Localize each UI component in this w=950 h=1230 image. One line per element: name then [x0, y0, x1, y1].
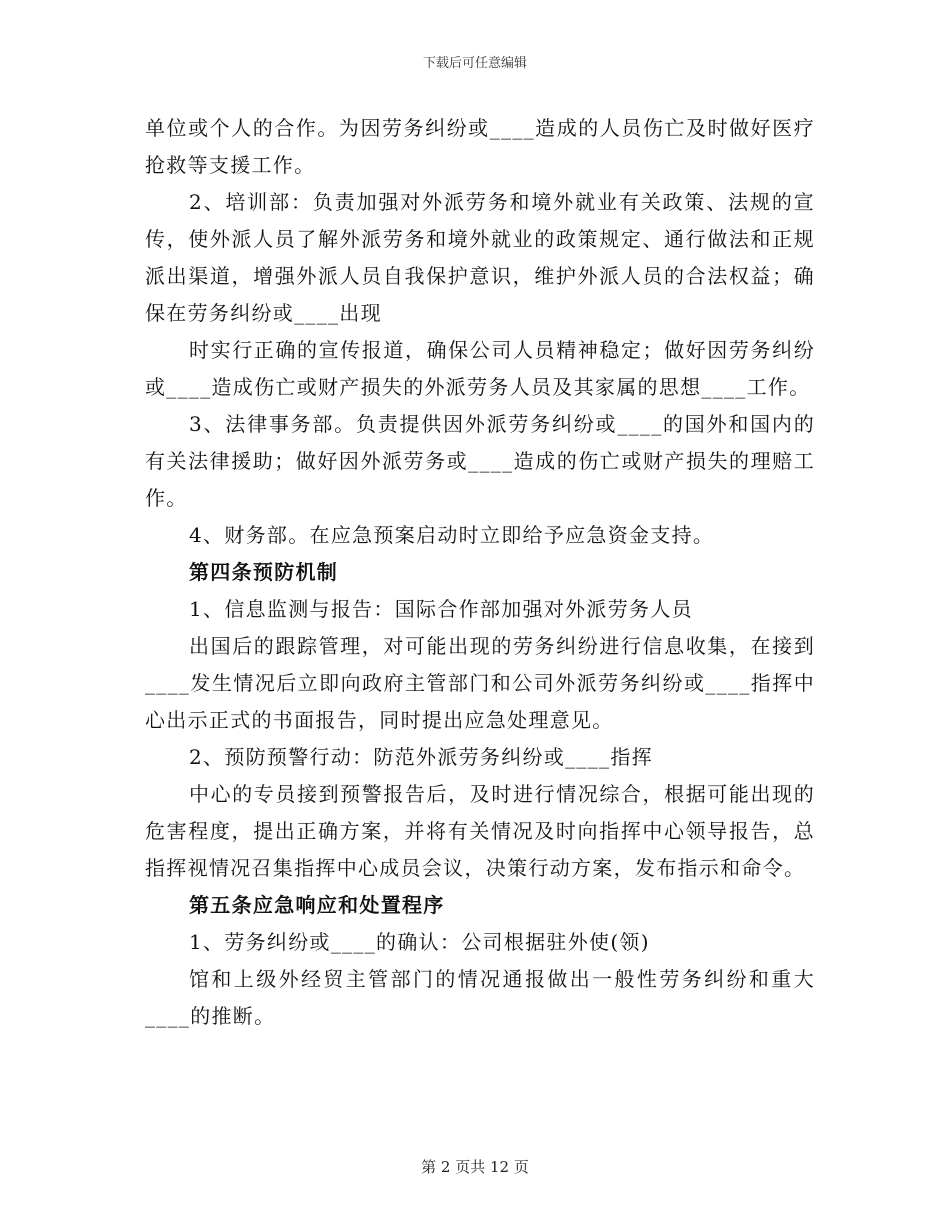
page-footer: 第 2 页共 12 页: [421, 1158, 529, 1176]
paragraph: 4、财务部。在应急预案启动时立即给予应急资金支持。: [189, 523, 715, 547]
paragraph: 1、劳务纠纷或____的确认：公司根据驻外使(领): [189, 930, 650, 954]
paragraph: 馆和上级外经贸主管部门的情况通报做出一般性劳务纠纷和重大____的推断。: [145, 967, 815, 1028]
paragraph: 2、预防预警行动：防范外派劳务纠纷或____指挥: [189, 745, 653, 769]
paragraph: 中心的专员接到预警报告后，及时进行情况综合，根据可能出现的危害程度，提出正确方案，并将有关情况及时向指挥中心领导报告，总指挥视情况召集指挥中心成员会议，决策行动方案，发布指示和命令。: [145, 782, 815, 880]
paragraph: 3、法律事务部。负责提供因外派劳务纠纷或____的国外和国内的有关法律援助；做好因外派劳务或____造成的伤亡或财产损失的理赔工作。: [145, 412, 815, 510]
page-header: 下载后可任意编辑: [422, 56, 527, 71]
section-heading: 第五条应急响应和处置程序: [189, 893, 445, 917]
section-heading: 第四条预防机制: [189, 560, 339, 584]
paragraph: 单位或个人的合作。为因劳务纠纷或____造成的人员伤亡及时做好医疗抢救等支援工作。: [145, 116, 815, 177]
paragraph: 2、培训部：负责加强对外派劳务和境外就业有关政策、法规的宣传，使外派人员了解外派劳务和境外就业的政策规定、通行做法和正规派出渠道，增强外派人员自我保护意识，维护外派人员的合法权益；确保在劳务纠纷或____出现: [145, 190, 815, 325]
paragraph: 1、信息监测与报告：国际合作部加强对外派劳务人员: [189, 597, 693, 621]
paragraph: 时实行正确的宣传报道，确保公司人员精神稳定；做好因劳务纠纷或____造成伤亡或财产损失的外派劳务人员及其家属的思想____工作。: [145, 338, 815, 399]
paragraph: 出国后的跟踪管理，对可能出现的劳务纠纷进行信息收集，在接到____发生情况后立即向政府主管部门和公司外派劳务纠纷或____指挥中心出示正式的书面报告，同时提出应急处理意见。: [145, 634, 815, 732]
document-body: [145, 110, 815, 1035]
